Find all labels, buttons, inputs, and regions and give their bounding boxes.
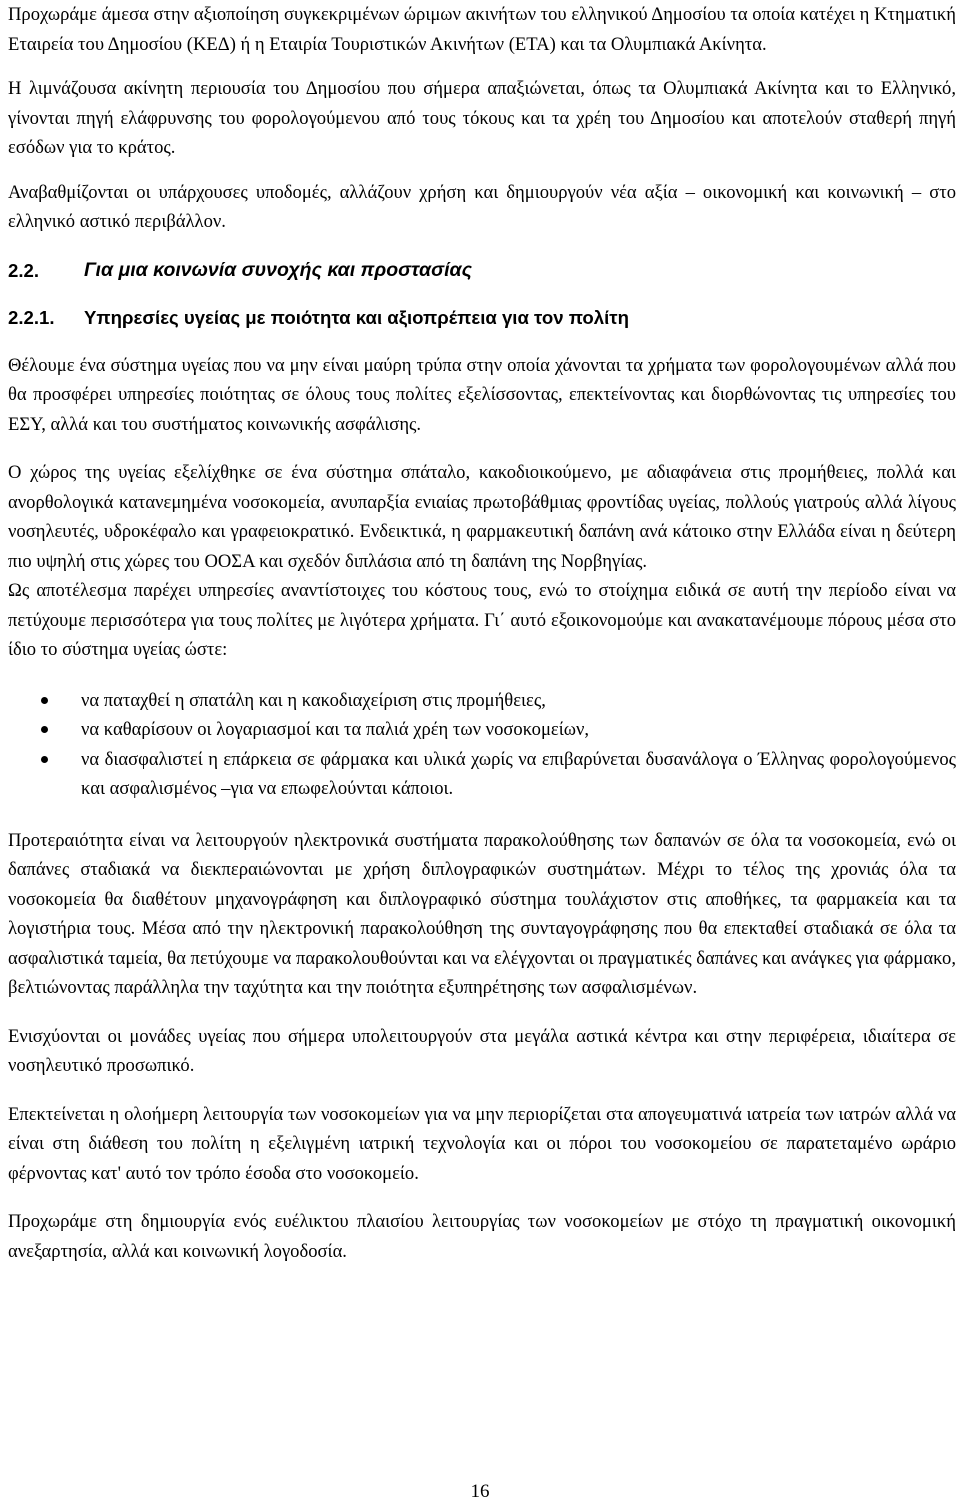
page-number: 16	[470, 1481, 490, 1502]
list-item-text: να καθαρίσουν οι λογαριασμοί και τα παλιά χρέη των νοσοκομείων,	[81, 719, 590, 740]
document-page	[8, 0, 956, 1266]
paragraph-idle-property: Η λιμνάζουσα ακίνητη περιουσία του Δημοσίου που σήμερα απαξιώνεται, όπως τα Ολυμπιακά Ακίνητα και το Ελληνικό, γίνονται πηγή ελάφρυνσης του φορολογούμενου από τους τόκους και τα χρέη του Δημοσίου και αποτελούν σταθερή πηγή εσόδων για το κράτος.	[8, 78, 956, 158]
bullet-icon	[41, 697, 48, 704]
list-item	[8, 745, 956, 804]
paragraph-hospital-hours: Επεκτείνεται η ολοήμερη λειτουργία των νοσοκομείων για να μην περιορίζεται στα απογευματινά ιατρεία των ιατρών αλλά να είναι στη διάθεση του πολίτη η εξελιγμένη ιατρική τεχνολογία και οι πόροι του νοσοκομείου σε παρατεταμένο ωράριο φέρνοντας κατ' αυτό τον τρόπο έσοδα στο νοσοκομείο.	[8, 1103, 956, 1184]
subsection-heading	[8, 303, 956, 332]
subsection-title: Υπηρεσίες υγείας με ποιότητα και αξιοπρέπεια για τον πολίτη	[84, 306, 629, 328]
paragraph-electronic-systems: Προτεραιότητα είναι να λειτουργούν ηλεκτρονικά συστήματα παρακολούθησης των δαπανών σε όλα τα νοσοκομεία, ενώ οι δαπάνες σταδιακά να διεκπεραιώνονται με χρήση διπλογραφικών συστημάτων. Μέχρι το τέλος της χρονιάς όλα τα νοσοκομεία θα διαθέτουν μηχανογράφηση και διπλογραφικό σύστημα τουλάχιστον στις αποθήκες, τα φαρμακεία και τα λογιστήρια τους. Μέσα από την ηλεκτρονική παρακολούθηση της συνταγογράφησης που θα επεκταθεί σταδιακά σε όλα τα ασφαλιστικά ταμεία, θα πετύχουμε να παρακολουθούνται και να ελέγχονται οι πραγματικές δαπάνες και ανάγκες για φάρμακο, βελτιώνοντας παράλληλα την ταχύτητα και την ποιότητα εξυπηρέτησης των ασφαλισμένων.	[8, 829, 956, 998]
health-measures-list	[8, 686, 956, 804]
paragraph-infrastructure-upgrade: Αναβαθμίζονται οι υπάρχουσες υποδομές, αλλάζουν χρήση και δημιουργούν νέα αξία – οικονομική και κοινωνική – στο ελληνικό αστικό περιβάλλον.	[8, 181, 956, 232]
bullet-icon	[41, 756, 48, 763]
paragraph-health-units: Ενισχύονται οι μονάδες υγείας που σήμερα υπολειτουργούν στα μεγάλα αστικά κέντρα και στην περιφέρεια, ιδιαίτερα σε νοσηλευτικό προσωπικό.	[8, 1025, 956, 1076]
paragraph-ked-properties: Προχωράμε άμεσα στην αξιοποίηση συγκεκριμένων ώριμων ακινήτων του ελληνικού Δημοσίου τα οποία κατέχει η Κτηματική Εταιρεία του Δημοσίου (ΚΕΔ) ή η Εταιρία Τουριστικών Ακινήτων (ΕΤΑ) και τα Ολυμπιακά Ακίνητα.	[8, 4, 956, 55]
section-title: Για μια κοινωνία συνοχής και προστασίας	[84, 258, 472, 281]
paragraph-health-sector-problems: Ο χώρος της υγείας εξελίχθηκε σε ένα σύστημα σπάταλο, κακοδιοικούμενο, με αδιαφάνεια στις προμήθειες, πολλά και ανορθολογικά κατανεμημένα νοσοκομεία, ανυπαρξία ενιαίας πρωτοβάθμιας φροντίδας υγείας, πολλούς γιατρούς αλλά λίγους νοσηλευτές, υδροκέφαλο και γραφειοκρατικό. Ενδεικτικά, η φαρμακευτική δαπάνη ανά κάτοικο στην Ελλάδα είναι η δεύτερη πιο υψηλή στις χώρες του ΟΟΣΑ και σχεδόν διπλάσια από τη δαπάνη της Νορβηγίας.	[8, 462, 956, 572]
list-item-text: να διασφαλιστεί η επάρκεια σε φάρμακα και υλικά χωρίς να επιβαρύνεται δυσανάλογα ο Έλληνας φορολογούμενος και ασφαλισμένος –για να επωφελούνται κάποιοι.	[81, 748, 956, 799]
list-item-text: να παταχθεί η σπατάλη και η κακοδιαχείριση στις προμήθειες,	[81, 689, 546, 711]
section-number: 2.2.	[8, 259, 40, 281]
paragraph-health-outcome: Ως αποτέλεσμα παρέχει υπηρεσίες αναντίστοιχες του κόστους τους, ενώ το στοίχημα ειδικά σε αυτή την περίοδο είναι να πετύχουμε περισσότερα για τους πολίτες με λιγότερα χρήματα. Γι΄ αυτό εξοικονομούμε και ανακατανέμουμε πόρους μέσα στο ίδιο το σύστημα υγείας ώστε:	[8, 580, 956, 660]
list-item	[8, 715, 956, 745]
paragraph-health-system-goal: Θέλουμε ένα σύστημα υγείας που να μην είναι μαύρη τρύπα στην οποία χάνονται τα χρήματα των φορολογουμένων αλλά που θα προσφέρει υπηρεσίες ποιότητας σε όλους τους πολίτες εξελίσσοντας, επεκτείνοντας και διορθώνοντας τις υπηρεσίες του ΕΣΥ, αλλά και του συστήματος κοινωνικής ασφάλισης.	[8, 354, 956, 435]
paragraph-hospital-framework: Προχωράμε στη δημιουργία ενός ευέλικτου πλαισίου λειτουργίας των νοσοκομείων με στόχο τη πραγματική οικονομική ανεξαρτησία, αλλά και κοινωνική λογοδοσία.	[8, 1211, 956, 1262]
section-heading	[8, 256, 956, 285]
bullet-icon	[41, 726, 48, 733]
subsection-number: 2.2.1.	[8, 306, 55, 328]
list-item	[8, 686, 956, 716]
